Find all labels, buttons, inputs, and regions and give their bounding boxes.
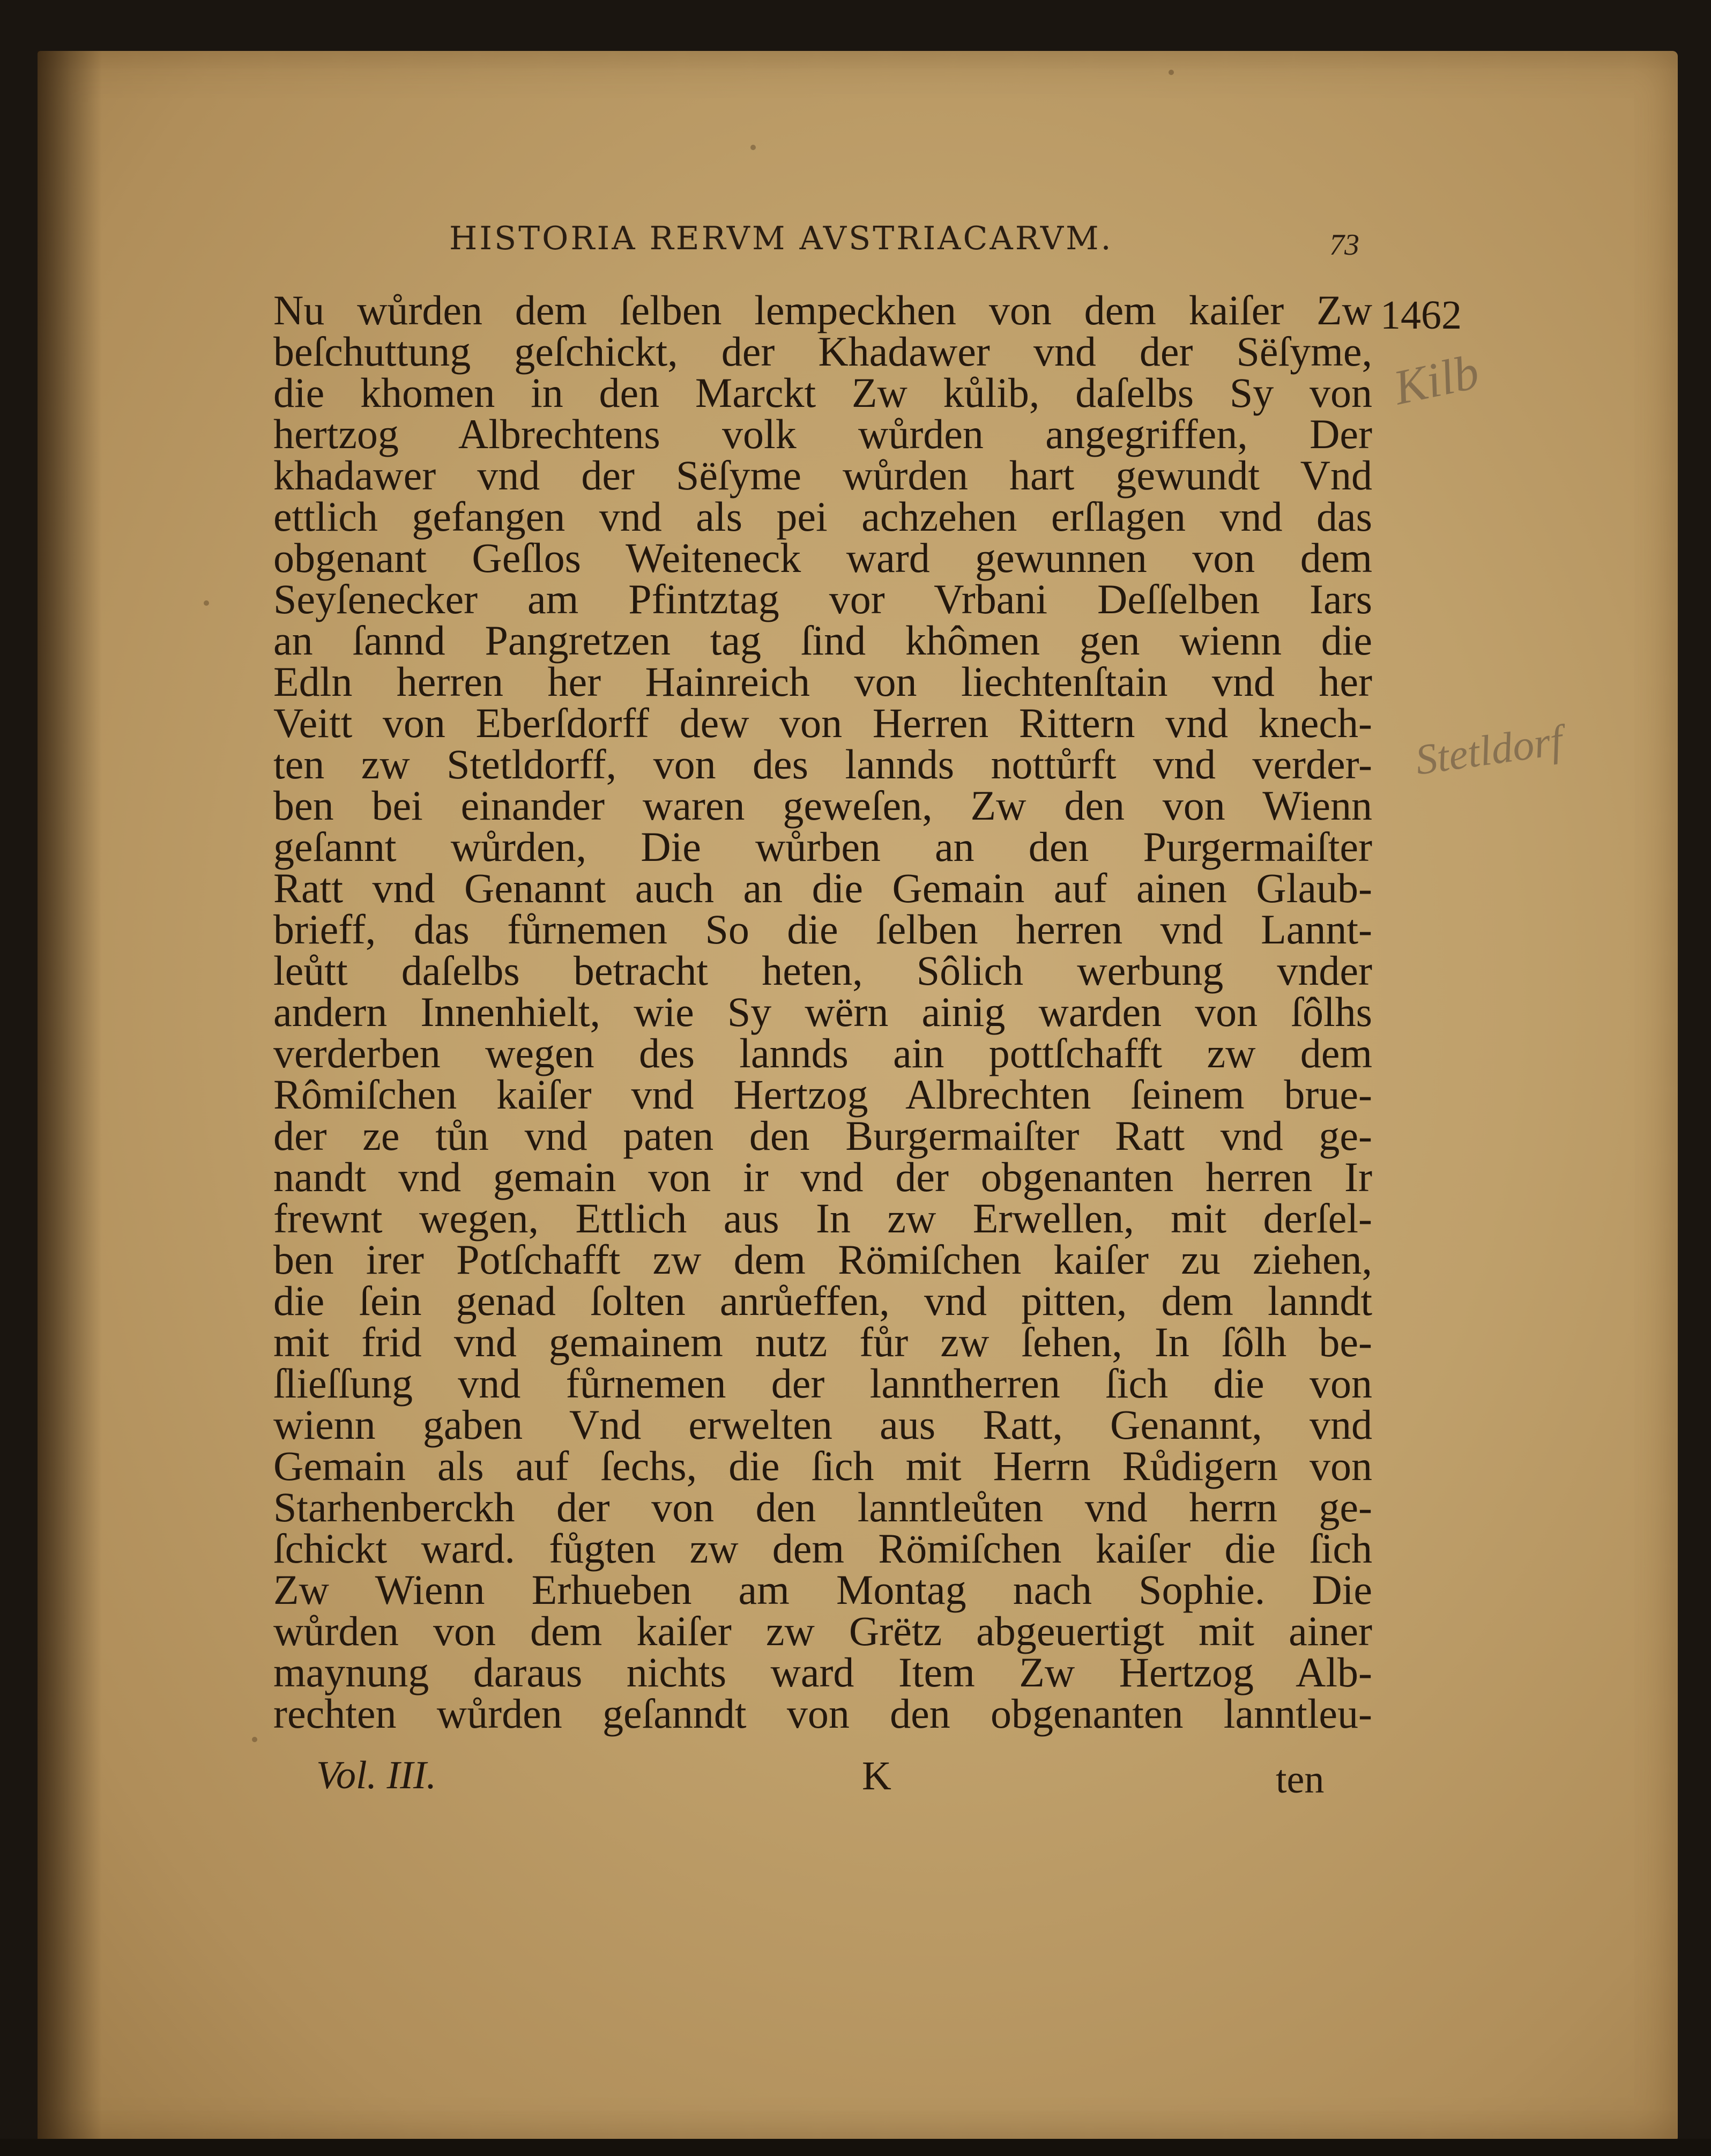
- text-line: ſlieſſung vnd fůrnemen der lanntherren ſich die von: [273, 1360, 1372, 1407]
- text-line: verderben wegen des lannds ain pottſchafft zw dem: [273, 1030, 1372, 1076]
- text-line: Starhenberckh der von den lanntleůten vnd herrn ge-: [273, 1484, 1372, 1530]
- text-line: ben irer Potſchafft zw dem Römiſchen kaiſer zu ziehen,: [273, 1236, 1372, 1283]
- paper-speck: [750, 145, 756, 150]
- text-line: rechten wůrden geſanndt von den obgenanten lanntleu-: [273, 1690, 1372, 1737]
- text-line: khadawer vnd der Sëſyme wůrden hart gewundt Vnd: [273, 452, 1372, 499]
- text-line: nandt vnd gemain von ir vnd der obgenanten herren Ir: [273, 1154, 1372, 1200]
- text-line: Nu wůrden dem ſelben lempeckhen von dem kaiſer Zw: [273, 287, 1372, 333]
- text-line: hertzog Albrechtens volk wůrden angegriffen, Der: [273, 411, 1372, 457]
- text-line: brieff, das fůrnemen So die ſelben herren vnd Lannt-: [273, 906, 1372, 953]
- text-line: obgenant Geſlos Weiteneck ward gewunnen von dem: [273, 534, 1372, 581]
- text-line: ten zw Stetldorff, von des lannds nottůrft vnd verder-: [273, 741, 1372, 787]
- gutter-shadow: [38, 51, 102, 2142]
- text-line: Edln herren her Hainreich von liechtenſtain vnd her: [273, 658, 1372, 705]
- text-line: an ſannd Pangretzen tag ſind khômen gen wienn die: [273, 617, 1372, 664]
- text-line: maynung daraus nichts ward Item Zw Hertzog Alb-: [273, 1649, 1372, 1696]
- text-line: ben bei einander waren geweſen, Zw den von Wienn: [273, 782, 1372, 829]
- text-line: die ſein genad ſolten anrůeffen, vnd pitten, dem lanndt: [273, 1277, 1372, 1324]
- footer-volume: Vol. III.: [316, 1753, 436, 1797]
- text-line: ſchickt ward. fůgten zw dem Römiſchen kaiſer die ſich: [273, 1525, 1372, 1572]
- scan-bottom-edge: [0, 2139, 1711, 2156]
- text-line: wienn gaben Vnd erwelten aus Ratt, Genannt, vnd: [273, 1401, 1372, 1448]
- text-line: andern Innenhielt, wie Sy wërn ainig warden von ſôlhs: [273, 988, 1372, 1035]
- text-line: beſchuttung geſchickt, der Khadawer vnd der Sëſyme,: [273, 328, 1372, 375]
- signature-mark: K: [862, 1753, 891, 1798]
- text-line: Gemain als auf ſechs, die ſich mit Herrn Růdigern von: [273, 1443, 1372, 1489]
- text-line: wůrden von dem kaiſer zw Grëtz abgeuertigt mit ainer: [273, 1608, 1372, 1654]
- margin-year: 1462: [1380, 293, 1462, 338]
- catchword: ten: [1276, 1758, 1325, 1802]
- body-text: [273, 287, 1372, 1737]
- text-line: leůtt daſelbs betracht heten, Sôlich werbung vnder: [273, 947, 1372, 994]
- running-title: HISTORIA RERVM AVSTRIACARVM.: [449, 220, 1113, 257]
- text-line: frewnt wegen, Ettlich aus In zw Erwellen, mit derſel-: [273, 1195, 1372, 1241]
- text-line: ettlich gefangen vnd als pei achzehen erſlagen vnd das: [273, 493, 1372, 540]
- text-line: Rômiſchen kaiſer vnd Hertzog Albrechten ſeinem brue-: [273, 1071, 1372, 1118]
- paper-speck: [1169, 70, 1174, 75]
- text-line: der ze tůn vnd paten den Burgermaiſter Ratt vnd ge-: [273, 1112, 1372, 1159]
- text-line: mit frid vnd gemainem nutz fůr zw ſehen, In ſôlh be-: [273, 1319, 1372, 1365]
- page-number: 73: [1329, 228, 1359, 262]
- paper-speck: [204, 600, 209, 606]
- handwritten-note-stetldorf: Stetldorf: [1412, 717, 1566, 784]
- text-line: Seyſenecker am Pfintztag vor Vrbani Deſſelben Iars: [273, 576, 1372, 622]
- text-line: Veitt von Eberſdorff dew von Herren Rittern vnd knech-: [273, 700, 1372, 746]
- paper-speck: [252, 1737, 257, 1742]
- text-line: Zw Wienn Erhueben am Montag nach Sophie. Die: [273, 1566, 1372, 1613]
- text-line: Ratt vnd Genannt auch an die Gemain auf ainen Glaub-: [273, 865, 1372, 911]
- handwritten-note-kilb: Kilb: [1389, 344, 1484, 415]
- text-line: geſannt wůrden, Die wůrben an den Purgermaiſter: [273, 823, 1372, 870]
- text-line: die khomen in den Marckt Zw kůlib, daſelbs Sy von: [273, 369, 1372, 416]
